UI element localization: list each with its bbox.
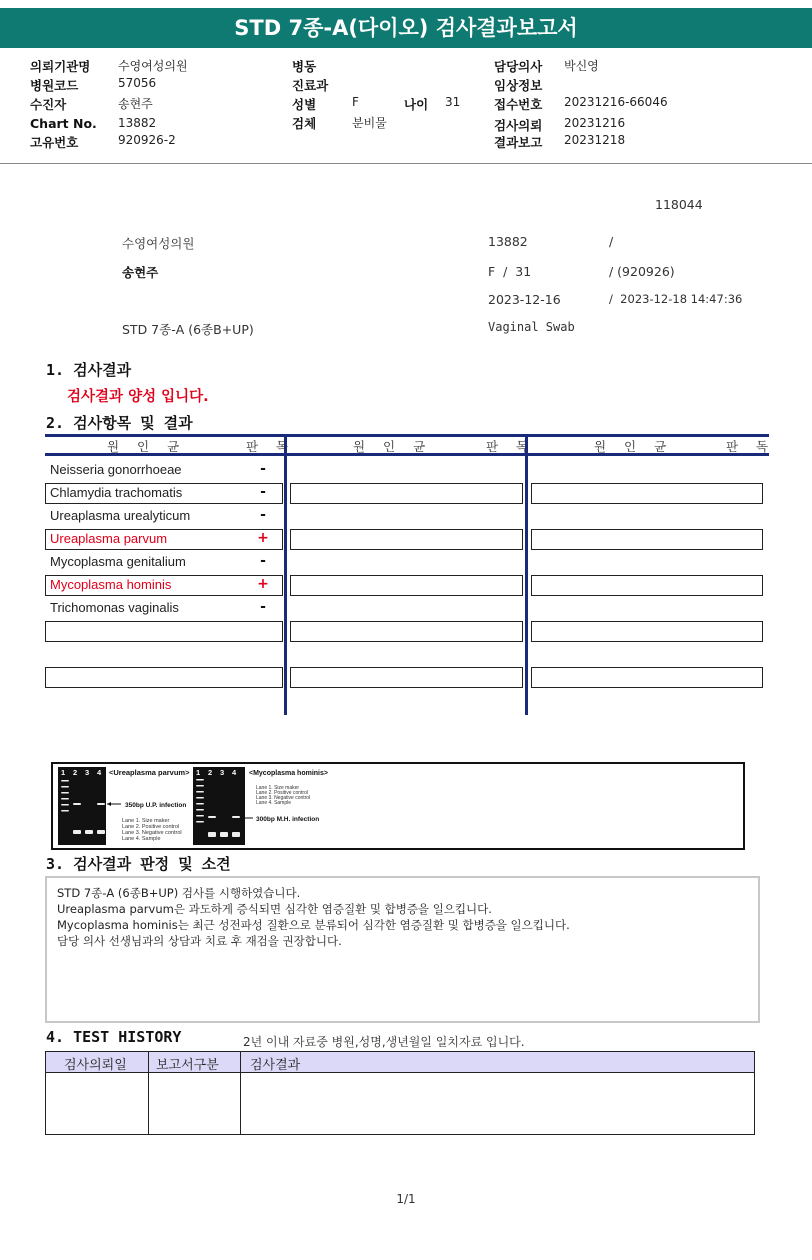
page-number: 1/1 bbox=[396, 1192, 416, 1206]
history-col-result: 검사결과 bbox=[250, 1058, 301, 1073]
col-verdict-2: 판 독 bbox=[486, 439, 536, 454]
organism-verdict: - bbox=[260, 484, 266, 500]
specimen-value: 분비물 bbox=[352, 116, 387, 130]
gel-legend-right: Lane 3. Negative control bbox=[256, 795, 311, 801]
info-received-date: 2023-12-16 bbox=[488, 292, 561, 307]
clinical-info-label: 임상정보 bbox=[494, 78, 543, 93]
doctor-label: 담당의사 bbox=[494, 59, 543, 74]
chart-no-label: Chart No. bbox=[30, 116, 97, 131]
gel-electrophoresis-image bbox=[51, 762, 745, 850]
info-separator: / bbox=[609, 234, 614, 249]
lane-number-left: 3 bbox=[85, 768, 90, 777]
chart-no-value: 13882 bbox=[118, 116, 157, 130]
history-col-request-date: 검사의뢰일 bbox=[64, 1058, 127, 1073]
organism-name: Mycoplasma hominis bbox=[50, 577, 172, 592]
unique-no-label: 고유번호 bbox=[30, 135, 79, 150]
gel-left-arrow-label: 350bp U.P. infection bbox=[125, 802, 187, 809]
col-organism-1: 원 인 균 bbox=[107, 439, 187, 454]
receipt-no-label: 접수번호 bbox=[494, 97, 543, 112]
receipt-no-value: 20231216-66046 bbox=[564, 95, 668, 109]
result-cell-box bbox=[290, 621, 523, 642]
ladder-band bbox=[196, 815, 204, 817]
ladder-band bbox=[196, 785, 204, 787]
request-date-value: 20231216 bbox=[564, 116, 626, 130]
sex-value: F bbox=[352, 95, 359, 109]
clinic-name: 수영여성의원 bbox=[122, 236, 195, 251]
primer-band bbox=[97, 830, 105, 834]
section2-title: 2. 검사항목 및 결과 bbox=[46, 414, 193, 432]
col-organism-3: 원 인 균 bbox=[594, 439, 674, 454]
lane-number-left: 2 bbox=[73, 768, 78, 777]
age-value: 31 bbox=[445, 95, 461, 109]
column-divider-2 bbox=[525, 434, 528, 715]
organism-name: Ureaplasma parvum bbox=[50, 531, 168, 546]
sample-band bbox=[97, 803, 105, 805]
ladder-band bbox=[61, 810, 69, 812]
gel-legend-right: Lane 4. Sample bbox=[256, 800, 292, 806]
gel-legend-left: Lane 3. Negative control bbox=[122, 830, 182, 836]
organism-name: Mycoplasma genitalium bbox=[50, 554, 186, 569]
primer-band bbox=[73, 830, 81, 834]
result-cell-box bbox=[531, 529, 763, 550]
age-label: 나이 bbox=[404, 97, 429, 112]
history-hint: 2년 이내 자료중 병원,성명,생년월일 일치자료 입니다. bbox=[243, 1035, 525, 1049]
positive-result-message: 검사결과 양성 입니다. bbox=[67, 389, 209, 405]
primer-band bbox=[85, 830, 93, 834]
lane-number-right: 1 bbox=[196, 768, 201, 777]
section3-title: 3. 검사결과 판정 및 소견 bbox=[46, 855, 231, 873]
ladder-band bbox=[196, 821, 204, 823]
result-cell-box bbox=[290, 529, 523, 550]
section4-title: 4. TEST HISTORY bbox=[46, 1028, 182, 1046]
result-cell-box bbox=[531, 667, 763, 688]
gel-figure bbox=[53, 764, 743, 848]
gel-left-title: <Ureaplasma parvum> bbox=[109, 768, 190, 777]
result-cell-box bbox=[290, 483, 523, 504]
institution-label: 의뢰기관명 bbox=[30, 59, 91, 74]
opinion-line: STD 7종-A (6종B+UP) 검사를 시행하였습니다. bbox=[57, 886, 301, 900]
history-divider-2 bbox=[240, 1052, 241, 1134]
gel-legend-right: Lane 2. Positive control bbox=[256, 790, 308, 796]
info-sex-age: F / 31 bbox=[488, 264, 532, 279]
history-table-header bbox=[46, 1052, 754, 1073]
lane-number-right: 2 bbox=[208, 768, 213, 777]
opinion-line: Mycoplasma hominis는 최근 성전파성 질환으로 분류되어 심각한 염증질환 및 합병증을 일으킵니다. bbox=[57, 918, 570, 932]
ladder-band bbox=[196, 791, 204, 793]
report-number: 118044 bbox=[655, 197, 703, 212]
gel-legend-left: Lane 4. Sample bbox=[122, 836, 161, 842]
organism-verdict: - bbox=[260, 599, 266, 615]
ladder-band bbox=[196, 809, 204, 811]
organism-name: Trichomonas vaginalis bbox=[50, 600, 179, 615]
lane-number-right: 4 bbox=[232, 768, 237, 777]
patient-label: 수진자 bbox=[30, 97, 67, 112]
info-specimen: Vaginal Swab bbox=[488, 320, 575, 334]
organism-name: Ureaplasma urealyticum bbox=[50, 508, 191, 523]
ward-label: 병동 bbox=[292, 59, 317, 74]
ladder-band bbox=[196, 797, 204, 799]
report-date-label: 결과보고 bbox=[494, 135, 543, 150]
ladder-band bbox=[196, 803, 204, 805]
organism-verdict: - bbox=[260, 507, 266, 523]
gel-legend-left: Lane 1. Size maker bbox=[122, 818, 170, 824]
organism-name: Chlamydia trachomatis bbox=[50, 485, 183, 500]
organism-verdict: - bbox=[260, 553, 266, 569]
request-date-label: 검사의뢰 bbox=[494, 118, 543, 133]
ladder-band bbox=[61, 792, 69, 794]
col-organism-2: 원 인 균 bbox=[353, 439, 433, 454]
result-cell-box bbox=[290, 575, 523, 596]
lane-number-left: 1 bbox=[61, 768, 66, 777]
primer-band bbox=[208, 832, 216, 837]
info-reported-datetime: / 2023-12-18 14:47:36 bbox=[609, 292, 743, 306]
dept-label: 진료과 bbox=[292, 78, 329, 93]
history-col-report-type: 보고서구분 bbox=[156, 1058, 219, 1073]
info-chart-no: 13882 bbox=[488, 234, 528, 249]
sample-band bbox=[232, 816, 240, 818]
gel-right-title: <Mycoplasma hominis> bbox=[249, 770, 328, 777]
hospital-code-label: 병원코드 bbox=[30, 78, 79, 93]
primer-band bbox=[220, 832, 228, 837]
ladder-band bbox=[61, 786, 69, 788]
primer-band bbox=[232, 832, 240, 837]
report-title: STD 7종-A(다이오) 검사결과보고서 bbox=[0, 8, 812, 48]
organism-name: Neisseria gonorrhoeae bbox=[50, 462, 182, 477]
gel-left-arrowhead bbox=[107, 802, 111, 806]
result-cell-box bbox=[531, 621, 763, 642]
sample-band bbox=[73, 803, 81, 805]
col-verdict-3: 판 독 bbox=[726, 439, 776, 454]
organism-verdict: + bbox=[257, 530, 269, 546]
section1-title: 1. 검사결과 bbox=[46, 361, 132, 379]
lane-number-left: 4 bbox=[97, 768, 102, 777]
ladder-band bbox=[61, 780, 69, 782]
col-verdict-1: 판 독 bbox=[246, 439, 296, 454]
sample-band bbox=[208, 816, 216, 818]
sex-label: 성별 bbox=[292, 97, 317, 112]
history-divider-1 bbox=[148, 1052, 149, 1134]
info-birth: / (920926) bbox=[609, 264, 675, 279]
history-table bbox=[45, 1051, 755, 1135]
specimen-label: 검체 bbox=[292, 116, 317, 131]
gel-legend-left: Lane 2. Positive control bbox=[122, 824, 180, 830]
gel-right-arrow-label: 300bp M.H. infection bbox=[256, 816, 320, 823]
report-date-value: 20231218 bbox=[564, 133, 626, 147]
result-cell-box bbox=[45, 667, 283, 688]
patient-value: 송현주 bbox=[118, 97, 153, 111]
institution-value: 수영여성의원 bbox=[118, 59, 188, 73]
result-cell-box bbox=[45, 621, 283, 642]
doctor-value: 박신영 bbox=[564, 59, 599, 73]
ladder-band bbox=[61, 798, 69, 800]
gel-legend-right: Lane 1. Size maker bbox=[256, 785, 300, 791]
info-patient-name: 송현주 bbox=[122, 265, 159, 280]
ladder-band bbox=[61, 804, 69, 806]
lane-number-right: 3 bbox=[220, 768, 225, 777]
opinion-box bbox=[45, 876, 760, 1023]
result-cell-box bbox=[531, 483, 763, 504]
result-cell-box bbox=[290, 667, 523, 688]
organism-verdict: + bbox=[257, 576, 269, 592]
hospital-code-value: 57056 bbox=[118, 76, 157, 90]
opinion-line: 담당 의사 선생님과의 상담과 치료 후 재검을 권장합니다. bbox=[57, 934, 342, 948]
organism-verdict: - bbox=[260, 461, 266, 477]
unique-no-value: 920926-2 bbox=[118, 133, 176, 147]
result-cell-box bbox=[531, 575, 763, 596]
info-test-name: STD 7종-A (6종B+UP) bbox=[122, 322, 254, 337]
ladder-band bbox=[196, 779, 204, 781]
column-divider-1 bbox=[284, 434, 287, 715]
header-divider bbox=[0, 163, 812, 164]
opinion-line: Ureaplasma parvum은 과도하게 증식되면 심각한 염증질환 및 합병증을 일으킵니다. bbox=[57, 902, 492, 916]
